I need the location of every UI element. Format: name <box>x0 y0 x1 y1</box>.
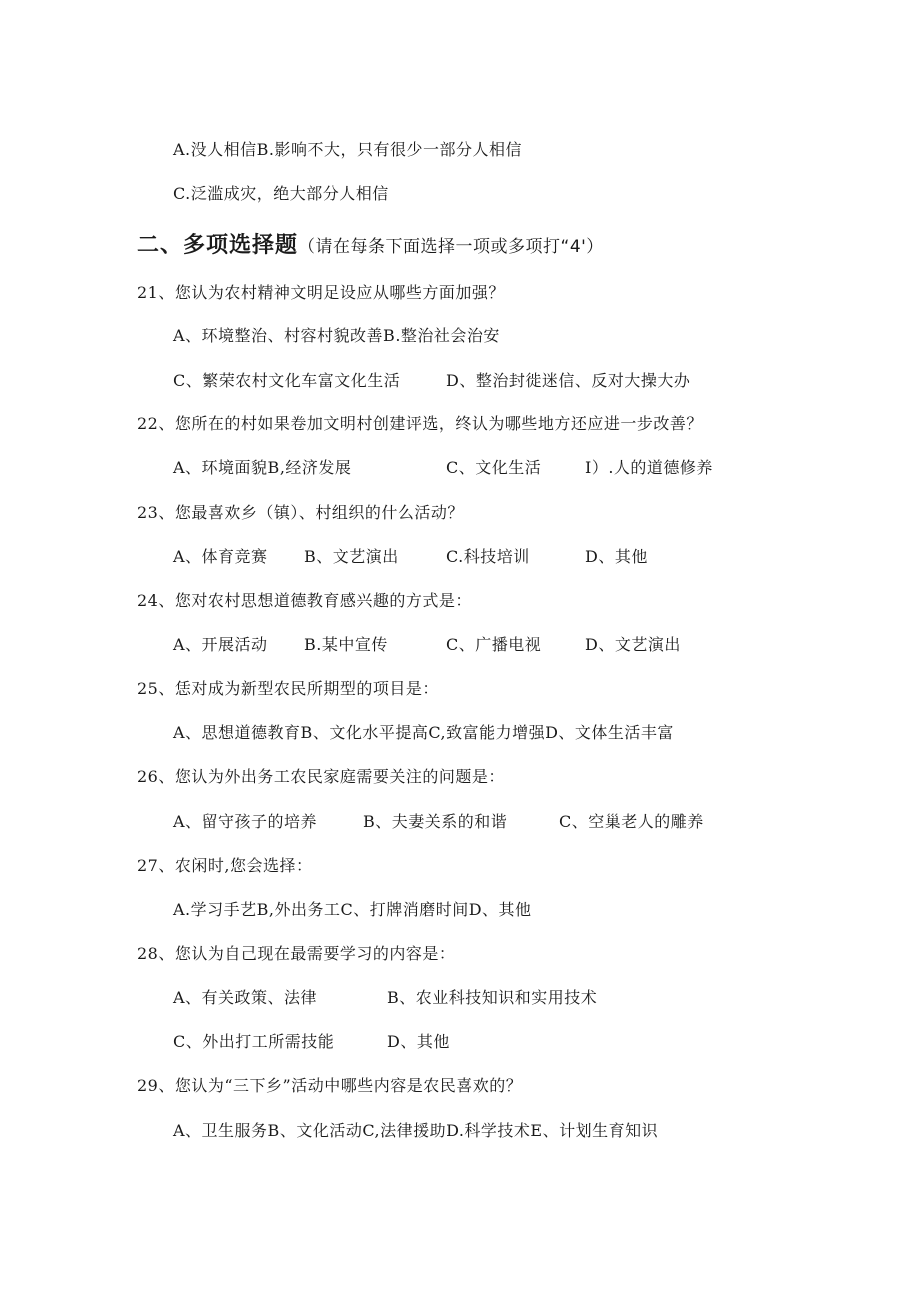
section-instruction: （请在每条下面选择一项或多项打“4'） <box>298 237 604 257</box>
question-26-option-c: C、空巢老人的雕养 <box>559 812 704 831</box>
question-28-text: 28、您认为自己现在最需要学习的内容是： <box>137 944 456 963</box>
question-28-option-b: B、农业科技知识和实用技术 <box>387 988 598 1007</box>
section-heading <box>137 228 604 259</box>
question-21-option-c: C、繁荣农村文化车富文化生活 <box>173 371 401 390</box>
question-23-option-b: B、文艺演出 <box>304 547 399 566</box>
question-27-options: A.学习手艺B,外出务工C、打牌消磨时间D、其他 <box>173 900 532 919</box>
question-24-option-b: B.某中宣传 <box>304 635 388 654</box>
question-21-option-d: D、整治封徙迷信、反对大操大办 <box>446 371 691 390</box>
question-23-option-a: A、体育竞赛 <box>173 547 268 566</box>
question-27-text: 27、农闲时,您会选择： <box>137 856 313 875</box>
question-24-text: 24、您对农村思想道德教育感兴趣的方式是： <box>137 591 472 610</box>
question-25-text: 25、恁对成为新型农民所期型的项目是： <box>137 679 439 698</box>
question-26-option-b: B、夫妻关系的和谐 <box>363 812 508 831</box>
question-23-option-d: D、其他 <box>585 547 648 566</box>
question-26-text: 26、您认为外出务工农民家庭需要关注的问题是： <box>137 767 505 786</box>
section-title: 二、多项选择题 <box>137 233 299 258</box>
question-23-option-c: C.科技培训 <box>446 547 530 566</box>
question-24-option-d: D、文艺演出 <box>585 635 681 654</box>
question-26-option-a: A、留守孩子的培养 <box>173 812 318 831</box>
prev-question-options-line-2: C.泛滥成灾，绝大部分人相信 <box>173 184 389 203</box>
question-24-option-a: A、开展活动 <box>173 635 268 654</box>
question-28-option-a: A、有关政策、法律 <box>173 988 318 1007</box>
question-28-option-c: C、外出打工所需技能 <box>173 1032 335 1051</box>
question-28-option-d: D、其他 <box>387 1032 450 1051</box>
question-22-option-d: I）.人的道德修养 <box>585 458 713 477</box>
question-21-text: 21、您认为农村精神文明足设应从哪些方面加强？ <box>137 283 505 302</box>
question-29-options: A、卫生服务B、文化活动C,法律援助D.科学技术E、计划生育知识 <box>173 1121 659 1140</box>
question-21-options-line-1: A、环境整治、村容村貌改善B.整治社会治安 <box>173 326 500 345</box>
question-22-option-a-b: A、环境面貌B,经济发展 <box>173 458 352 477</box>
question-29-text: 29、您认为“三下乡”活动中哪些内容是农民喜欢的？ <box>137 1076 523 1095</box>
question-24-option-c: C、广播电视 <box>446 635 542 654</box>
question-22-option-c: C、文化生活 <box>446 458 542 477</box>
prev-question-options-line-1: A.没人相信B.影响不大，只有很少一部分人相信 <box>173 140 522 159</box>
question-23-text: 23、您最喜欢乡（镇）、村组织的什么活动？ <box>137 503 464 522</box>
question-25-options: A、思想道德教育B、文化水平提高C,致富能力增强D、文体生活丰富 <box>173 723 674 742</box>
question-22-text: 22、您所在的村如果卷加文明村创建评选，终认为哪些地方还应进一步改善？ <box>137 414 703 433</box>
